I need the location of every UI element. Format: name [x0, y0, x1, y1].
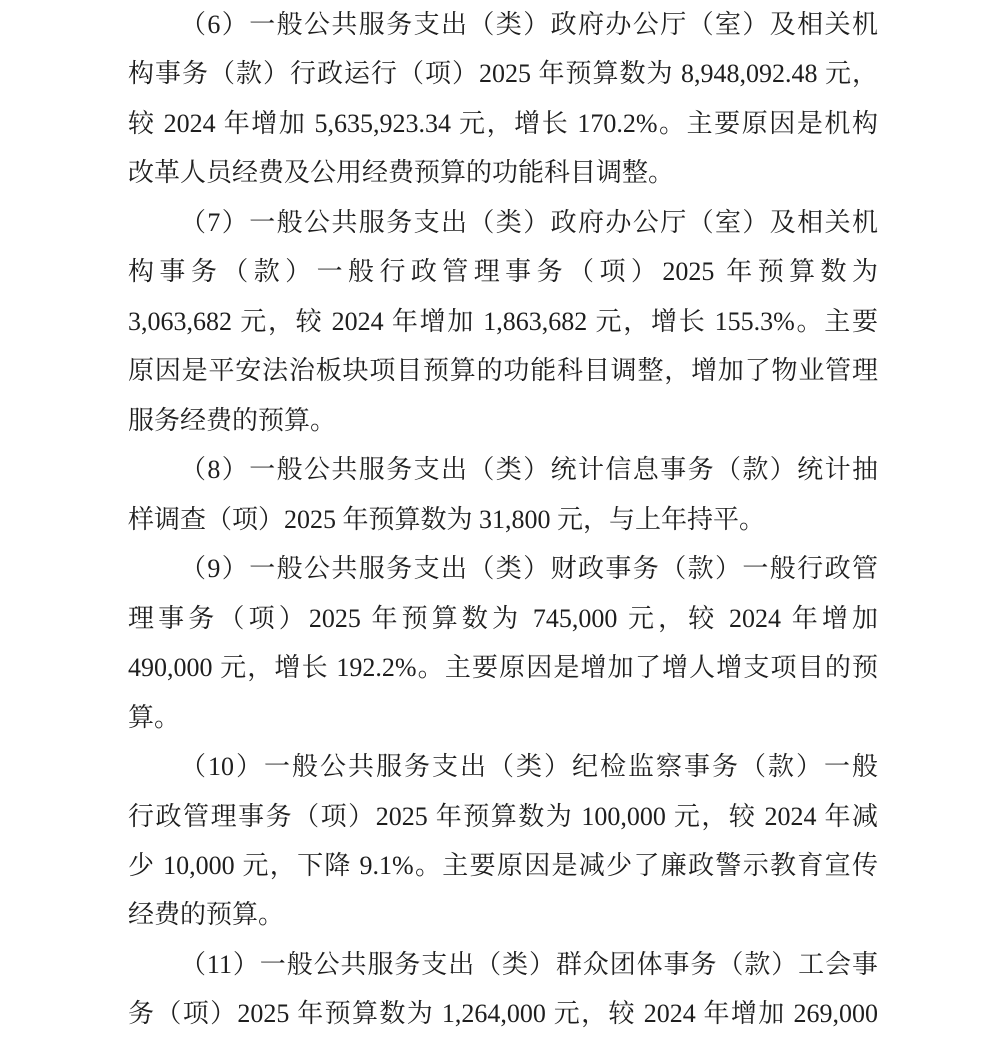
budget-item-11	[128, 940, 878, 1039]
text-line: （8）一般公共服务支出（类）统计信息事务（款）统计抽	[180, 455, 878, 485]
text-line: 理事务（项）2025 年预算数为 745,000 元，较 2024 年增加	[128, 603, 878, 633]
text-line: 490,000 元，增长 192.2%。主要原因是增加了增人增支项目的预	[128, 653, 878, 683]
text-line: 构事务（款）一般行政管理事务（项）2025 年预算数为	[128, 257, 878, 287]
text-line: 改革人员经费及公用经费预算的功能科目调整。	[128, 158, 675, 188]
text-line: 构事务（款）行政运行（项）2025 年预算数为 8,948,092.48 元，	[128, 59, 878, 89]
text-line: 算。	[128, 702, 181, 732]
text-line: 务（项）2025 年预算数为 1,264,000 元，较 2024 年增加 269,000	[128, 999, 878, 1029]
document-body	[128, 0, 878, 1039]
budget-item-7	[128, 198, 878, 445]
text-line: 少 10,000 元，下降 9.1%。主要原因是减少了廉政警示教育宣传	[128, 850, 878, 880]
text-line: （7）一般公共服务支出（类）政府办公厅（室）及相关机	[180, 207, 878, 237]
text-line: （11）一般公共服务支出（类）群众团体事务（款）工会事	[180, 949, 878, 979]
text-line: 服务经费的预算。	[128, 405, 337, 435]
text-line: 行政管理事务（项）2025 年预算数为 100,000 元，较 2024 年减	[128, 801, 878, 831]
text-line: （9）一般公共服务支出（类）财政事务（款）一般行政管	[180, 554, 878, 584]
text-line: 经费的预算。	[128, 900, 285, 930]
budget-item-6	[128, 0, 878, 198]
text-line: 样调查（项）2025 年预算数为 31,800 元，与上年持平。	[128, 504, 766, 534]
budget-item-9	[128, 544, 878, 742]
text-line: 3,063,682 元，较 2024 年增加 1,863,682 元，增长 155.3%。主要	[128, 306, 878, 336]
budget-item-10	[128, 742, 878, 940]
text-line: （6）一般公共服务支出（类）政府办公厅（室）及相关机	[180, 10, 878, 39]
budget-item-8	[128, 445, 878, 544]
text-line: 原因是平安法治板块项目预算的功能科目调整，增加了物业管理	[128, 356, 878, 386]
text-line: 较 2024 年增加 5,635,923.34 元，增长 170.2%。主要原因是机构	[128, 108, 878, 138]
text-line: （10）一般公共服务支出（类）纪检监察事务（款）一般	[180, 752, 878, 782]
